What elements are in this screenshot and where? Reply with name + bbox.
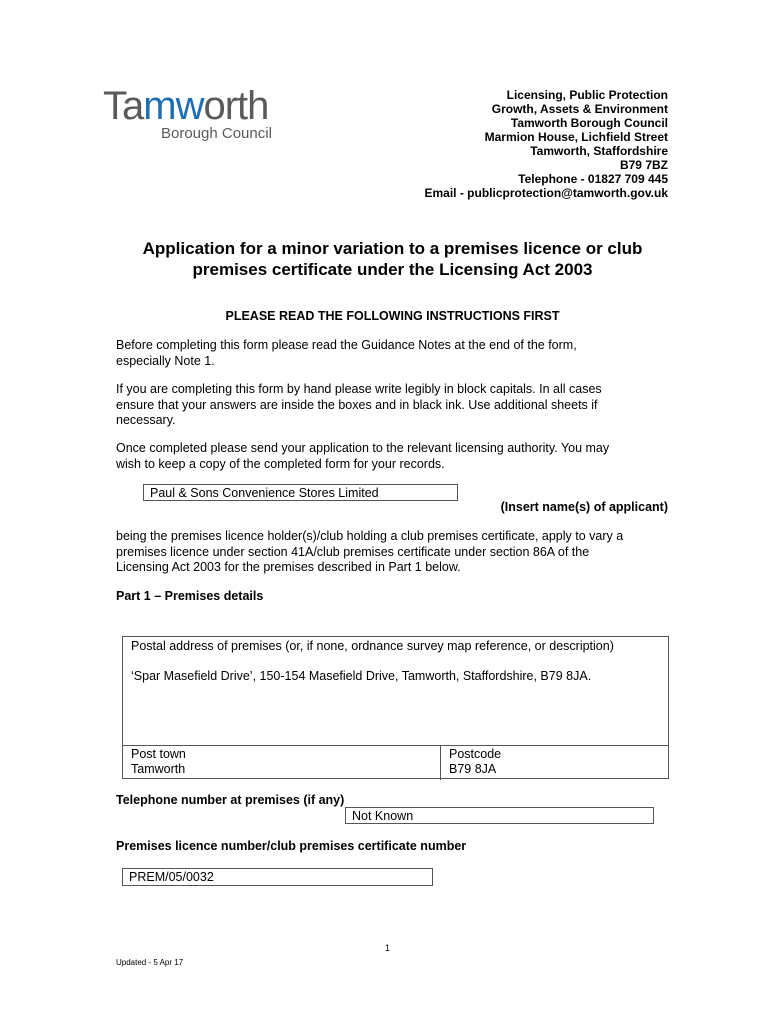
address-line: Growth, Assets & Environment xyxy=(491,102,668,116)
application-statement: being the premises licence holder(s)/club holding a club premises certificate, apply to vary a premises licence under section 41A/club premises certificate under section 86A of the Licensing Act 2003 for the premises described in Part 1 below. xyxy=(116,529,624,574)
address-line: B79 7BZ xyxy=(619,158,668,172)
licence-number-field[interactable]: PREM/05/0032 xyxy=(122,868,433,886)
address-line: Tamworth, Staffordshire xyxy=(530,144,668,158)
postcode-label: Postcode xyxy=(449,747,502,761)
applicant-name-field[interactable]: Paul & Sons Convenience Stores Limited xyxy=(143,484,458,501)
instructions-paragraph-3: Once completed please send your application to the relevant licensing authority. You may wish to keep a copy of the completed form for your records. xyxy=(116,441,610,471)
premises-telephone-field[interactable]: Not Known xyxy=(345,807,654,824)
postcode-cell[interactable] xyxy=(441,746,668,780)
address-line: Tamworth Borough Council xyxy=(510,116,668,130)
address-telephone: Telephone - 01827 709 445 xyxy=(518,172,668,186)
post-town-value: Tamworth xyxy=(131,762,186,776)
address-email: Email - publicprotection@tamworth.gov.uk xyxy=(424,186,668,200)
post-town-cell[interactable] xyxy=(123,746,441,780)
applicant-name-label: (Insert name(s) of applicant) xyxy=(500,500,668,514)
logo-wordmark: Tamworth xyxy=(103,84,269,128)
instructions-paragraph-2: If you are completing this form by hand please write legibly in block capitals. In all cases ensure that your answers are inside the boxes and in black ink. Use additional sheets if necessary. xyxy=(116,382,602,427)
town-postcode-row xyxy=(123,745,668,780)
tamworth-logo xyxy=(103,86,283,146)
updated-date: Updated - 5 Apr 17 xyxy=(116,958,184,967)
post-town-label: Post town xyxy=(131,747,186,761)
part1-heading: Part 1 – Premises details xyxy=(116,589,264,603)
instructions-paragraph-1: Before completing this form please read the Guidance Notes at the end of the form, especially Note 1. xyxy=(116,338,577,368)
address-line: Licensing, Public Protection xyxy=(506,88,668,102)
page-title: Application for a minor variation to a premises licence or club premises certificate under the Licensing Act 2003 xyxy=(142,239,643,279)
address-line: Marmion House, Lichfield Street xyxy=(484,130,668,144)
council-address xyxy=(425,88,669,200)
premises-telephone-label: Telephone number at premises (if any) xyxy=(116,793,345,807)
instructions-heading: PLEASE READ THE FOLLOWING INSTRUCTIONS FIRST xyxy=(225,309,560,323)
postal-address-label: Postal address of premises (or, if none, ordnance survey map reference, or description) xyxy=(131,639,614,653)
premises-details-table xyxy=(122,636,669,779)
logo-subtitle: Borough Council xyxy=(161,125,272,142)
page-number: 1 xyxy=(385,943,391,953)
licence-number-label: Premises licence number/club premises certificate number xyxy=(116,839,467,853)
postal-address-field[interactable]: ‘Spar Masefield Drive’, 150-154 Masefield Drive, Tamworth, Staffordshire, B79 8JA. xyxy=(131,669,592,683)
postcode-value: B79 8JA xyxy=(449,762,497,776)
